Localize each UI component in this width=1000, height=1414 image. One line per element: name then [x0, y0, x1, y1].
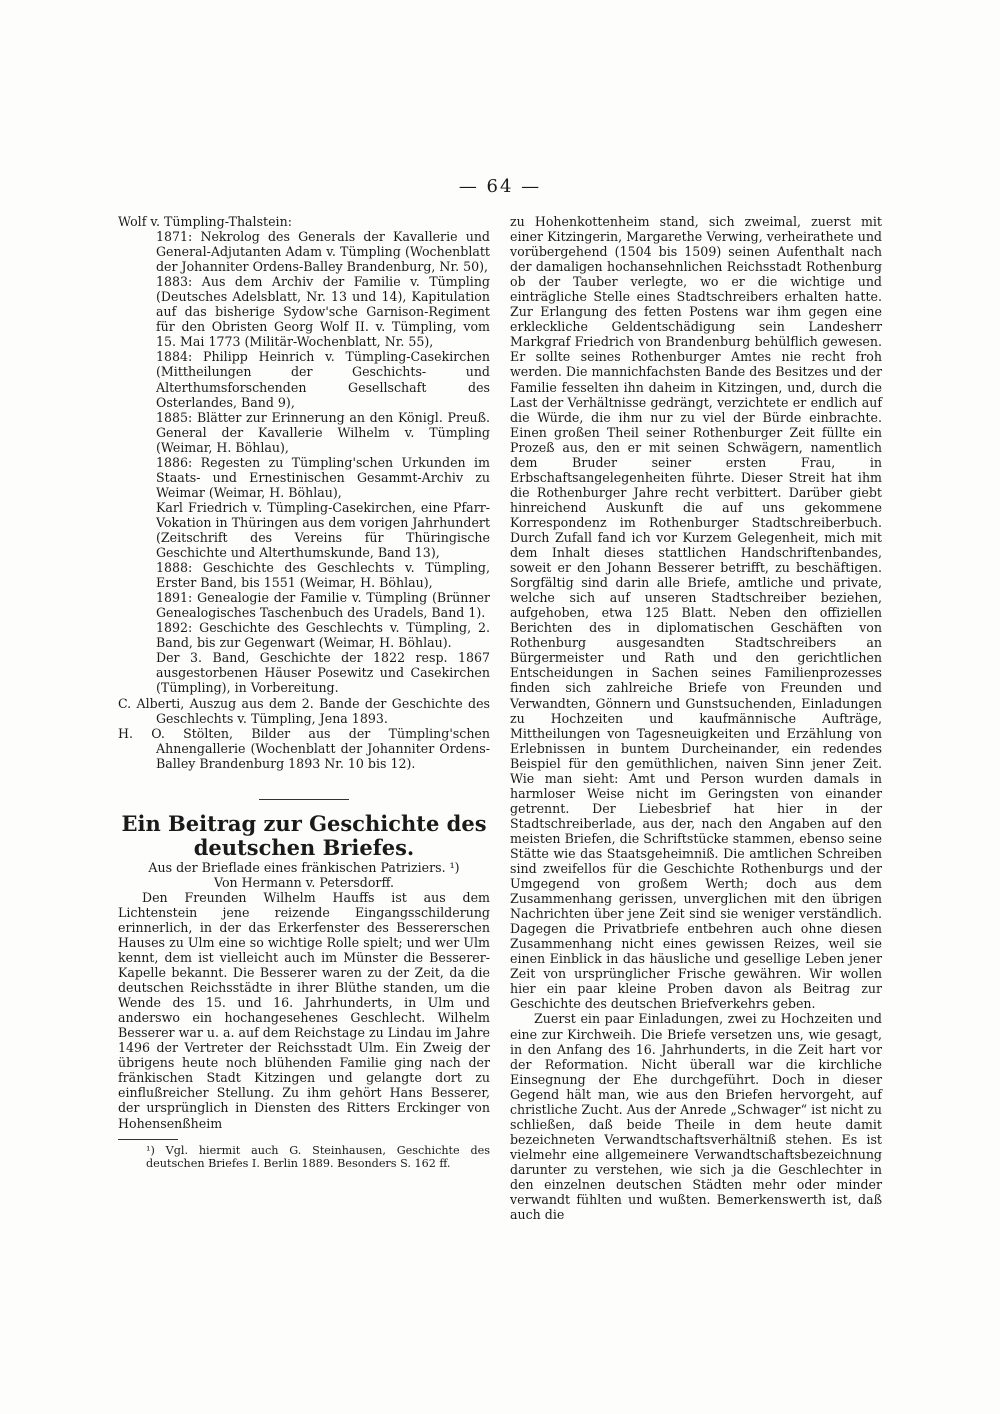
bibliography-entry: 1891: Genealogie der Familie v. Tümpling (Brünner Genealogisches Taschenbuch des Uradels, Band 1).: [156, 590, 490, 621]
bibliography-entry: 1886: Regesten zu Tümpling'schen Urkunden im Staats- und Ernestinischen Gesammt-Archiv zu Weimar (Weimar, H. Böhlau),: [156, 454, 490, 500]
bibliography-entry: 1871: Nekrolog des Generals der Kavallerie und General-Adjutanten Adam v. Tümpling (Wochenblatt der Johanniter Ordens-Balley Brandenburg, Nr. 50),: [156, 229, 490, 275]
right-column: [510, 214, 882, 1222]
article-body-paragraph: Den Freunden Wilhelm Hauffs ist aus dem Lichtenstein jene reizende Eingangsschilderung erinnerlich, in der das Erkerfenster des Bessererschen Hauses zu Ulm eine so wichtige Rolle spielt; und wer Ulm kennt, dem ist vielleicht auch im Münster die Besserer-Kapelle bekannt. Die Besserer waren zu der Zeit, da die deutschen Reichsstädte in ihrer Blüthe standen, um die Wende des 15. und 16. Jahrhunderts, in Ulm und anderswo ein hochangesehenes Geschlecht. Wilhelm Besserer war u. a. auf dem Reichstage zu Lindau im Jahre 1496 der Vertreter der Reichsstadt Ulm. Ein Zweig der übrigens heute noch blühenden Familie ging nach der fränkischen Stadt Kitzingen und gelangte dort zu einflußreicher Stellung. Zu ihm gehört Hans Besserer, der ursprünglich in Diensten des Ritters Erckinger von Hohensenßheim: [118, 889, 490, 1131]
bibliography-entry: Der 3. Band, Geschichte der 1822 resp. 1867 ausgestorbenen Häuser Posewitz und Casekirchen (Tümpling), in Vorbereitung.: [156, 650, 490, 696]
bibliography-entry: Karl Friedrich v. Tümpling-Casekirchen, eine Pfarr-Vokation in Thüringen aus dem vorigen Jahrhundert (Zeitschrift des Vereins für Thüringische Geschichte und Alterthumskunde, Band 13),: [156, 499, 490, 561]
left-column: [118, 214, 490, 1170]
article-author: Von Hermann v. Petersdorff.: [214, 874, 394, 890]
page-number: — 64 —: [458, 176, 542, 197]
bibliography-heading: Wolf v. Tümpling-Thalstein:: [118, 214, 292, 229]
article-subtitle: Aus der Brieflade eines fränkischen Patriziers. ¹): [148, 859, 460, 875]
body-paragraph: zu Hohenkottenheim stand, sich zweimal, zuerst mit einer Kitzingerin, Margarethe Verwing, verheirathete und vorübergehend (1504 bis 1509) seinen Aufenthalt nach der damaligen hochansehnlichen Reichsstadt Rothenburg ob der Tauber verlegte, wo er die wichtige und einträgliche Stelle eines Stadtschreibers erhalten hatte. Zur Erlangung des fetten Postens war ihm gegen eine erkleckliche Geldentschädigung sein Landesherr Markgraf Friedrich von Brandenburg behülflich gewesen. Er sollte seines Rothenburger Amtes nie recht froh werden. Die mannichfachsten Bande des Besitzes und der Familie fesselten ihn daheim in Kitzingen, und, durch die Last der Verhältnisse gedrängt, verzichtete er endlich auf die Würde, die ihm nur zu viel der Bürde einbrachte. Einen großen Theil seiner Rothenburger Zeit füllte ein Prozeß aus, den er mit seinen Schwägern, namentlich dem Bruder seiner ersten Frau, in Erbschaftsangelegenheiten führte. Dieser Streit hat ihm die Rothenburger Jahre recht verbittert. Darüber giebt hinreichend Auskunft die auf uns gekommene Korrespondenz im Rothenburger Stadtschreiberbuch. Durch Zufall fand ich vor Kurzem Gelegenheit, mich mit dem Inhalt dieses stattlichen Handschriftenbandes, soweit er den Johann Besserer betrifft, zu beschäftigen. Sorgfältig sind darin alle Briefe, amtliche und private, welche sich auf unseren Stadtschreiber beziehen, aufgehoben, etwa 125 Blatt. Neben den offiziellen Berichten des in diplomatischen Geschäften von Rothenburg ausgesandten Stadtschreibers an Bürgermeister und Rath und den gerichtlichen Entscheidungen in Sachen seines Familienprozesses finden sich zahlreiche Briefe von Freunden und Verwandten, Gönnern und Gunstsuchenden, Einladungen zu Hochzeiten und kaufmännische Aufträge, Mittheilungen von Tagesneuigkeiten und Erzählung von Erlebnissen in buntem Durcheinander, ein redendes Beispiel für den gemüthlichen, naiven Sinn jener Zeit. Wie man sieht: Amt und Person wurden damals in harmloser Weise nicht im Geringsten von einander getrennt. Der Liebesbrief hat hier in der Stadtschreiberlade, aus der, nach den Angaben auf den meisten Briefen, die Schriftstücke stammen, ebenso seine Stätte wie das Staatsgeheimniß. Die amtlichen Schreiben sind zweifellos für die Geschichte Rothenburgs und der Umgegend von großem Werth; doch aus dem Zusammenhang gerissen, unverglichen mit den übrigen Nachrichten über jene Zeit sind sie weniger verständlich. Dagegen die Privatbriefe entbehren auch ohne diesen Zusammenhang nicht eines gewissen Reizes, weil sie einen Einblick in das häusliche und gesellige Leben jener Zeit von ursprünglicher Frische gewähren. Wir wollen hier ein paar kleine Proben davon als Beitrag zur Geschichte des deutschen Briefverkehrs geben.: [510, 214, 882, 1012]
section-divider: [259, 799, 349, 800]
body-paragraph: Zuerst ein paar Einladungen, zwei zu Hochzeiten und eine zur Kirchweih. Die Briefe versetzen uns, wie gesagt, in den Anfang des 16. Jahrhunderts, in die Zeit hart vor der Reformation. Nicht überall war die kirchliche Einsegnung der Ehe durchgeführt. Doch in dieser Gegend hält man, wie aus den Briefen hervorgeht, auf christliche Zucht. Aus der Anrede „Schwager“ ist nicht zu schließen, daß beide Theile in dem heute damit bezeichneten Verwandtschaftsverhältniß stehen. Es ist vielmehr eine allgemeinere Verwandtschaftsbezeichnung darunter zu verstehen, wie sich ja die Geschlechter in den einzelnen deutschen Städten mehr oder minder verwandt fühlten und wußten. Bemerkenswerth ist, daß auch die: [510, 1011, 882, 1223]
footnote: ¹) Vgl. hiermit auch G. Steinhausen, Geschichte des deutschen Briefes I. Berlin 1889. Besonders S. 162 ff.: [146, 1143, 490, 1170]
footnote-rule: [118, 1139, 178, 1140]
article-title: Ein Beitrag zur Geschichte des deutschen Briefes.: [121, 810, 487, 860]
bibliography-entry: 1884: Philipp Heinrich v. Tümpling-Casekirchen (Mittheilungen der Geschichts- und Alterthumsforschenden Gesellschaft des Osterlandes, Band 9),: [156, 349, 490, 410]
bibliography-entry: 1883: Aus dem Archiv der Familie v. Tümpling (Deutsches Adelsblatt, Nr. 13 und 14), Kapitulation auf das bisherige Sydow'sche Garnison-Regiment für den Obristen Georg Wolf II. v. Tümpling, vom 15. Mai 1773 (Militär-Wochenblatt, Nr. 55),: [156, 274, 490, 350]
bibliography-entry: 1888: Geschichte des Geschlechts v. Tümpling, Erster Band, bis 1551 (Weimar, H. Böhlau),: [156, 560, 490, 591]
bibliography-entry: 1892: Geschichte des Geschlechts v. Tümpling, 2. Band, bis zur Gegenwart (Weimar, H. Böhlau).: [156, 620, 490, 651]
bibliography-entry: H. O. Stölten, Bilder aus der Tümpling'schen Ahnengallerie (Wochenblatt der Johanniter Ordens-Balley Brandenburg 1893 Nr. 10 bis 12).: [118, 725, 490, 771]
bibliography-entry: 1885: Blätter zur Erinnerung an den Königl. Preuß. General der Kavallerie Wilhelm v. Tümpling (Weimar, H. Böhlau),: [156, 409, 490, 455]
bibliography-entry: C. Alberti, Auszug aus dem 2. Bande der Geschichte des Geschlechts v. Tümpling, Jena 1893.: [118, 695, 490, 726]
